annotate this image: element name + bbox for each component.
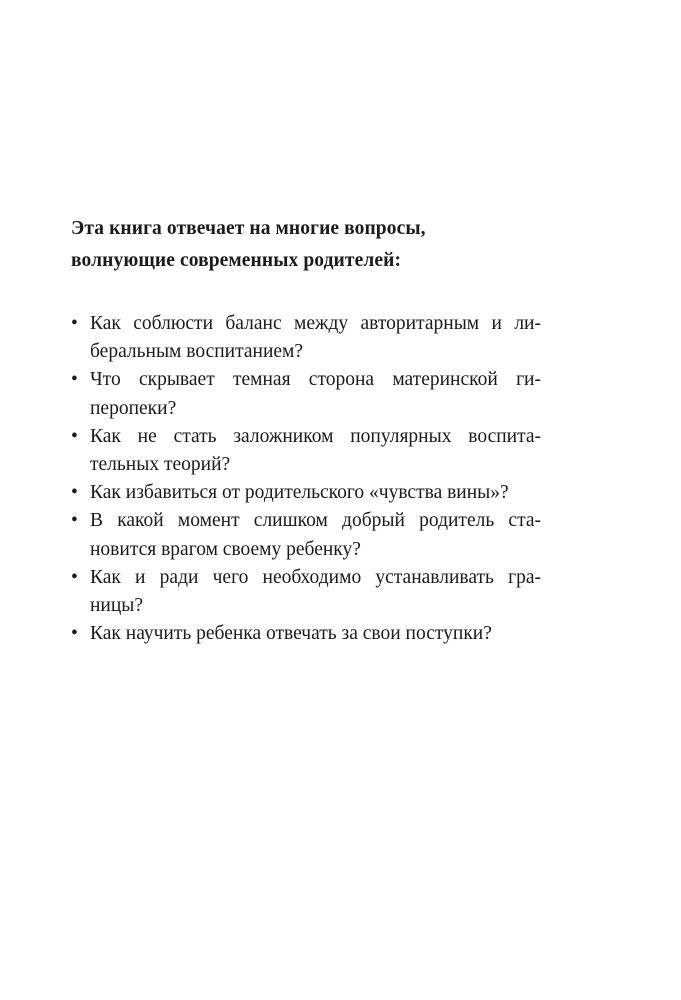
bullet-icon: • <box>71 425 78 447</box>
list-item <box>71 423 541 479</box>
intro-line: волнующие современных родителей: <box>71 250 402 271</box>
question-line: В какой момент слишком добрый родитель ста- <box>90 510 541 532</box>
list-item <box>71 620 541 648</box>
list-item <box>71 507 541 563</box>
question-line: Что скрывает темная сторона материнской ги- <box>90 369 541 391</box>
question-list <box>71 310 541 648</box>
bullet-icon: • <box>71 369 78 391</box>
list-item <box>71 564 541 620</box>
bullet-icon: • <box>71 566 78 588</box>
question-line: Как не стать заложником популярных воспита- <box>90 425 541 447</box>
list-item <box>71 479 541 507</box>
list-item <box>71 366 541 422</box>
bullet-icon: • <box>71 623 78 645</box>
bullet-icon: • <box>71 482 78 504</box>
question-line: новится врагом своему ребенку? <box>90 538 361 560</box>
bullet-icon: • <box>71 313 78 334</box>
question-line: Как научить ребенка отвечать за свои поступки? <box>90 623 492 645</box>
question-line: ницы? <box>90 595 144 617</box>
intro-line: Эта книга отвечает на многие вопросы, <box>71 218 426 239</box>
question-line: беральным воспитанием? <box>90 341 304 363</box>
bullet-icon: • <box>71 510 78 532</box>
book-blurb <box>71 213 541 648</box>
question-line: Как и ради чего необходимо устанавливать гра- <box>90 566 541 588</box>
intro-heading <box>71 213 541 277</box>
list-item <box>71 310 541 366</box>
question-line: Как избавиться от родительского «чувства вины»? <box>90 482 509 504</box>
question-line: тельных теорий? <box>90 454 231 476</box>
question-line: Как соблюсти баланс между авторитарным и ли- <box>90 313 541 334</box>
question-line: перопеки? <box>90 397 177 419</box>
